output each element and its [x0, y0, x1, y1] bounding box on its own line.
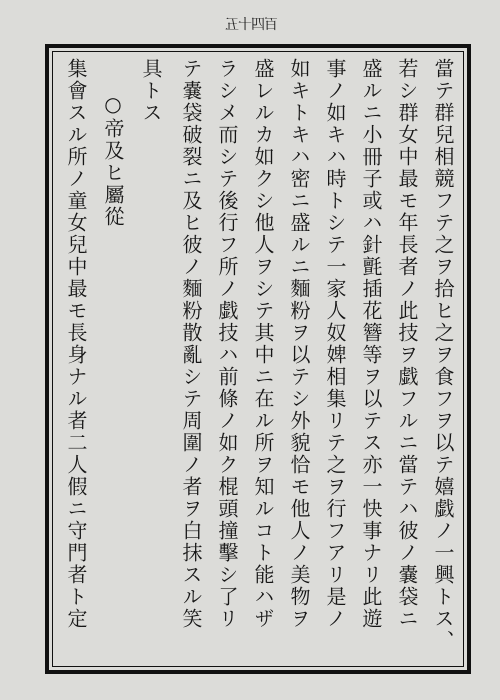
text-column-9: 具トス: [139, 58, 163, 124]
section-heading: ○帝及ヒ屬從: [101, 92, 125, 228]
page-number: 百四十五: [226, 17, 278, 33]
text-column-1: 當テ群兒相競フテ之ヲ拾ヒ之ヲ食フヲ以テ嬉戯ノ一興トス、: [431, 58, 455, 652]
text-column-5: 如キトキハ密ニ盛ルニ麵粉ヲ以テシ外貌恰モ他人ノ美物ヲ: [287, 58, 311, 630]
text-column-4: 事ノ如キハ時トシテ一家人奴婢相集リテ之ヲ行フアリ是ノ: [323, 58, 347, 630]
text-column-2: 若シ群女中最モ年長者ノ此技ヲ戯フルニ當テハ彼ノ嚢袋ニ: [395, 58, 419, 630]
text-column-11: 集會スル所ノ童女兒中最モ長身ナル者二人假ニ守門者ト定: [64, 58, 88, 630]
text-column-7: ラシメ而シテ後行フ所ノ戯技ハ前條ノ如ク棍頭撞擊シ了リ: [215, 58, 239, 630]
text-column-8: テ嚢袋破裂ニ及ヒ彼ノ麵粉散亂シテ周圍ノ者ヲ白抹スル笑: [179, 58, 203, 630]
text-column-6: 盛レルカ如クシ他人ヲシテ其中ニ在ル所ヲ知ルコト能ハザ: [251, 58, 275, 630]
text-column-3: 盛ルニ小冊子或ハ針氈插花簪等ヲ以テス亦一快事ナリ此遊: [359, 58, 383, 630]
